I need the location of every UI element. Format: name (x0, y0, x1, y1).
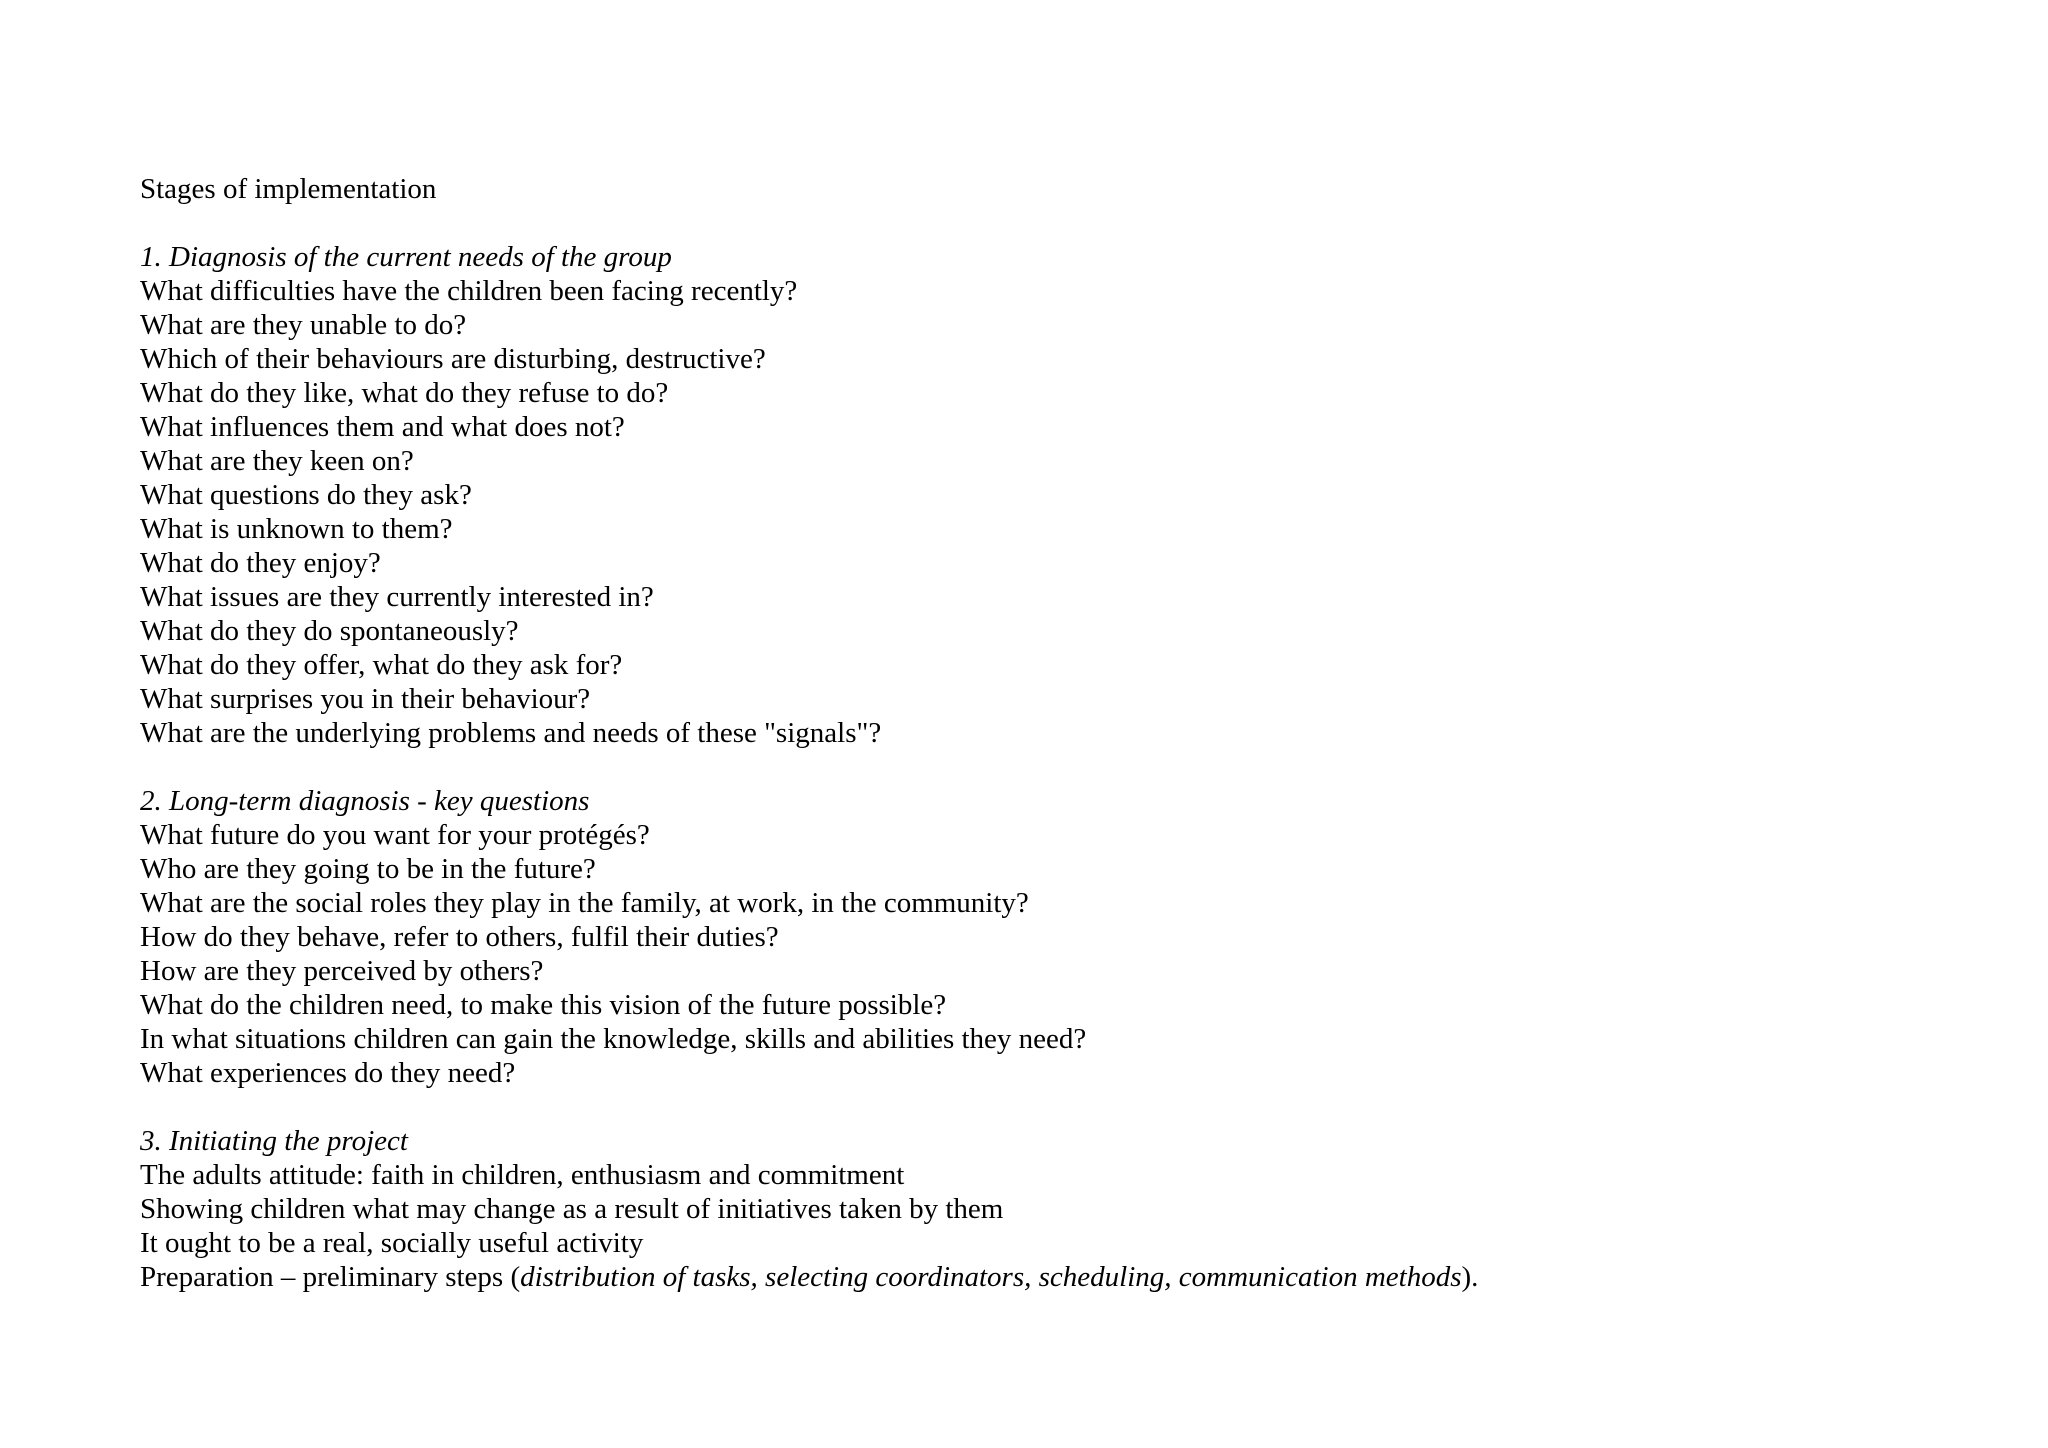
question-line: What do they like, what do they refuse to do? (140, 377, 669, 409)
question-line: What surprises you in their behaviour? (140, 683, 591, 715)
question-line: What do they do spontaneously? (140, 615, 519, 647)
preparation-line (140, 1260, 2000, 1294)
preparation-suffix: ). (1461, 1261, 1479, 1293)
question-line: How are they perceived by others? (140, 955, 544, 987)
question-line: What issues are they currently interested in? (140, 581, 654, 613)
question-line: What do they enjoy? (140, 547, 381, 579)
document-page (140, 172, 2000, 1294)
text-line: Showing children what may change as a result of initiatives taken by them (140, 1193, 1004, 1225)
question-line: What questions do they ask? (140, 479, 472, 511)
question-line: What influences them and what does not? (140, 411, 625, 443)
question-line: What experiences do they need? (140, 1057, 516, 1089)
question-line: What do the children need, to make this vision of the future possible? (140, 989, 947, 1021)
text-line: It ought to be a real, socially useful activity (140, 1227, 644, 1259)
question-line: What do they offer, what do they ask for? (140, 649, 623, 681)
spacer (140, 750, 2000, 784)
section-heading: 3. Initiating the project (140, 1125, 408, 1157)
section-heading: 1. Diagnosis of the current needs of the group (140, 241, 672, 273)
document-title: Stages of implementation (140, 173, 437, 205)
spacer (140, 206, 2000, 240)
section-heading: 2. Long-term diagnosis - key questions (140, 785, 590, 817)
question-line: How do they behave, refer to others, fulfil their duties? (140, 921, 779, 953)
question-line: What are the underlying problems and needs of these "signals"? (140, 717, 882, 749)
text-line: The adults attitude: faith in children, enthusiasm and commitment (140, 1159, 905, 1191)
question-line: In what situations children can gain the knowledge, skills and abilities they need? (140, 1023, 1087, 1055)
question-line: What is unknown to them? (140, 513, 453, 545)
question-line: Which of their behaviours are disturbing, destructive? (140, 343, 766, 375)
question-line: What future do you want for your protégés? (140, 819, 650, 851)
preparation-prefix: Preparation – preliminary steps ( (140, 1261, 521, 1293)
question-line: Who are they going to be in the future? (140, 853, 596, 885)
question-line: What difficulties have the children been facing recently? (140, 275, 798, 307)
spacer (140, 1090, 2000, 1124)
question-line: What are they unable to do? (140, 309, 467, 341)
question-line: What are they keen on? (140, 445, 414, 477)
preparation-italic-steps: distribution of tasks, selecting coordinators, scheduling, communication methods (520, 1261, 1462, 1293)
question-line: What are the social roles they play in the family, at work, in the community? (140, 887, 1029, 919)
